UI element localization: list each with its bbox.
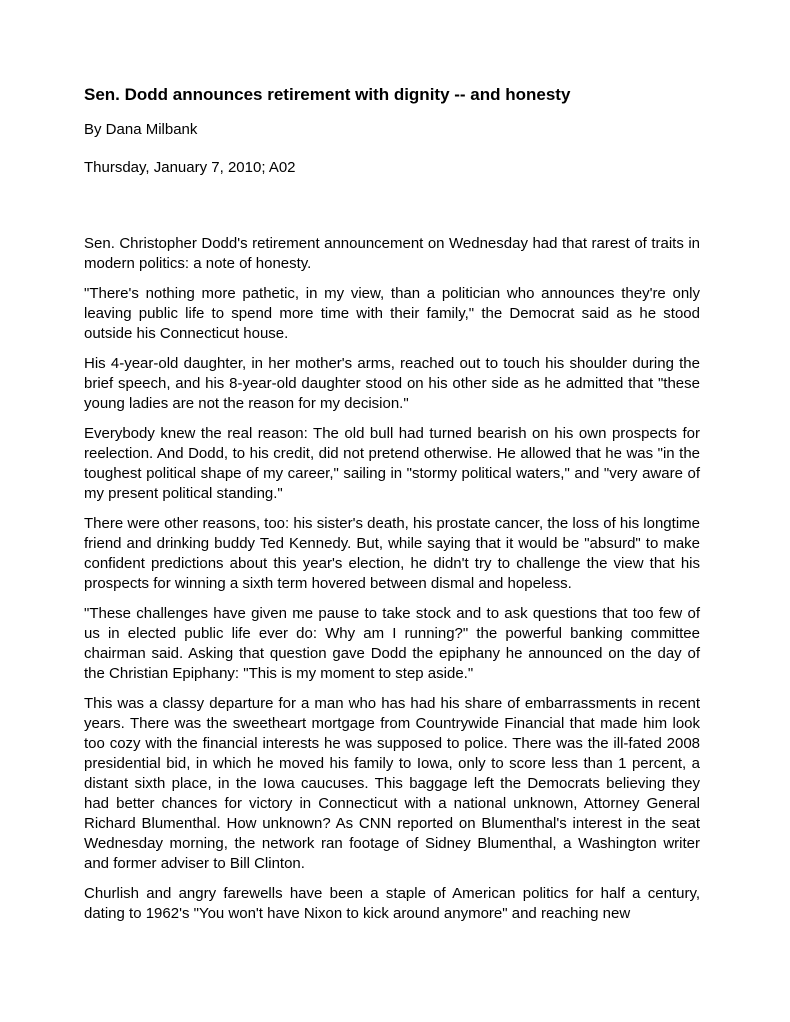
- article-dateline: Thursday, January 7, 2010; A02: [84, 159, 296, 176]
- article-paragraph: "There's nothing more pathetic, in my view, than a politician who announces they're only leaving public life to spend more time with their family," the Democrat said as he stood outside his Connecticut house.: [84, 285, 700, 342]
- article-paragraph: Everybody knew the real reason: The old bull had turned bearish on his own prospects for reelection. And Dodd, to his credit, did not pretend otherwise. He allowed that he was "in the toughest political shape of my career," sailing in "stormy political waters," and "very aware of my present political standing.": [84, 425, 700, 502]
- article-paragraph: Sen. Christopher Dodd's retirement announcement on Wednesday had that rarest of traits in modern politics: a note of honesty.: [84, 235, 700, 272]
- article-paragraph: His 4-year-old daughter, in her mother's arms, reached out to touch his shoulder during the brief speech, and his 8-year-old daughter stood on his other side as he admitted that "these young ladies are not the reason for my decision.": [84, 355, 700, 412]
- article-paragraph: Churlish and angry farewells have been a staple of American politics for half a century, dating to 1962's "You won't have Nixon to kick around anymore" and reaching new: [84, 885, 700, 922]
- article-byline: By Dana Milbank: [84, 121, 198, 138]
- article-title: Sen. Dodd announces retirement with dignity -- and honesty: [84, 85, 571, 104]
- article-paragraph: There were other reasons, too: his sister's death, his prostate cancer, the loss of his longtime friend and drinking buddy Ted Kennedy. But, while saying that it would be "absurd" to make confident predictions about this year's election, he didn't try to challenge the view that his prospects for winning a sixth term hovered between dismal and hopeless.: [84, 515, 700, 592]
- article-paragraph: This was a classy departure for a man who has had his share of embarrassments in recent years. There was the sweetheart mortgage from Countrywide Financial that made him look too cozy with the financial interests he was supposed to police. There was the ill-fated 2008 presidential bid, in which he moved his family to Iowa, only to score less than 1 percent, a distant sixth place, in the Iowa caucuses. This baggage left the Democrats believing they had better chances for victory in Connecticut with a national unknown, Attorney General Richard Blumenthal. How unknown? As CNN reported on Blumenthal's interest in the seat Wednesday morning, the network ran footage of Sidney Blumenthal, a Washington writer and former adviser to Bill Clinton.: [84, 695, 700, 872]
- article-body: [84, 234, 700, 924]
- article-paragraph: "These challenges have given me pause to take stock and to ask questions that too few of us in elected public life ever do: Why am I running?" the powerful banking committee chairman said. Asking that question gave Dodd the epiphany he announced on the day of the Christian Epiphany: "This is my moment to step aside.": [84, 605, 700, 682]
